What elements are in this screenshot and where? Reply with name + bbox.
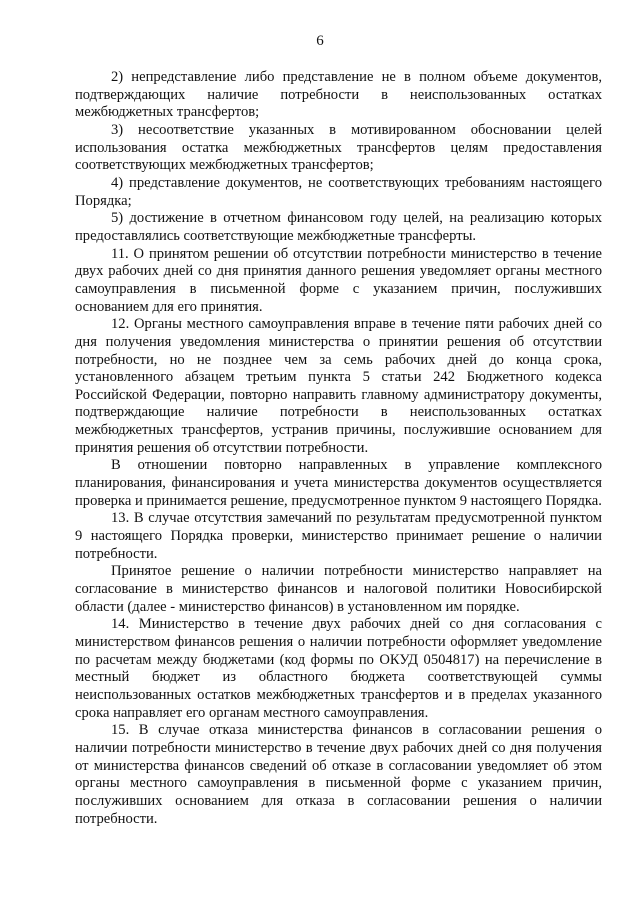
paragraph-item-3: 3) несоответствие указанных в мотивированном обосновании целей использования остатка межбюджетных трансфертов целям предоставления соответствующих межбюджетных трансфертов; <box>75 121 602 174</box>
paragraph-clause-11: 11. О принятом решении об отсутствии потребности министерство в течение двух рабочих дней со дня принятия данного решения уведомляет органы местного самоуправления в письменной форме с указанием причин, послуживших основанием для его принятия. <box>75 245 602 315</box>
paragraph-clause-14: 14. Министерство в течение двух рабочих дней со дня согласования с министерством финансов решения о наличии потребности оформляет уведомление по расчетам между бюджетами (код формы по ОКУД 0504817) на перечисление в местный бюджет из областного бюджета соответствующей суммы неиспользованных остатков межбюджетных трансфертов и в пределах указанного срока направляет его органам местного самоуправления. <box>75 616 602 721</box>
paragraph-clause-12-continuation: В отношении повторно направленных в управление комплексного планирования, финансирования и учета министерства документов осуществляется проверка и принимается решение, предусмотренное пунктом 9 настоящего Порядка. <box>75 457 602 509</box>
paragraph-item-4: 4) представление документов, не соответствующих требованиям настоящего Порядка; <box>75 174 602 209</box>
paragraph-item-2: 2) непредставление либо представление не в полном объеме документов, подтверждающих наличие потребности в неиспользованных остатках межбюджетных трансфертов; <box>75 69 602 121</box>
paragraph-clause-13-continuation: Принятое решение о наличии потребности министерство направляет на согласование в министерство финансов и налоговой политики Новосибирской области (далее - министерство финансов) в установленном им порядке. <box>75 563 602 615</box>
paragraph-clause-15: 15. В случае отказа министерства финансов в согласовании решения о наличии потребности министерство в течение двух рабочих дней со дня получения от министерства финансов сведений об отказе в согласовании уведомляет об этом органы местного самоуправления в письменной форме с указанием причин, послуживших основанием для отказа в согласовании решения о наличии потребности. <box>75 722 602 827</box>
paragraph-clause-13: 13. В случае отсутствия замечаний по результатам предусмотренной пунктом 9 настоящего Порядка проверки, министерство принимает решение о наличии потребности. <box>75 510 602 562</box>
paragraph-clause-12: 12. Органы местного самоуправления вправе в течение пяти рабочих дней со дня получения уведомления министерства о принятии решения об отсутствии потребности, но не позднее чем за семь рабочих дней до конца срока, установленного абзацем третьим пункта 5 статьи 242 Бюджетного кодекса Российской Федерации, повторно направить главному администратору документы, подтверждающие наличие потребности в неиспользованных остатках межбюджетных трансфертов, устранив причины, послужившие основанием для принятия решения об отсутствии потребности. <box>75 316 602 456</box>
page-number: 6 <box>316 33 324 49</box>
document-body <box>75 69 602 828</box>
paragraph-item-5: 5) достижение в отчетном финансовом году целей, на реализацию которых предоставлялись соответствующие межбюджетные трансферты. <box>75 210 602 244</box>
